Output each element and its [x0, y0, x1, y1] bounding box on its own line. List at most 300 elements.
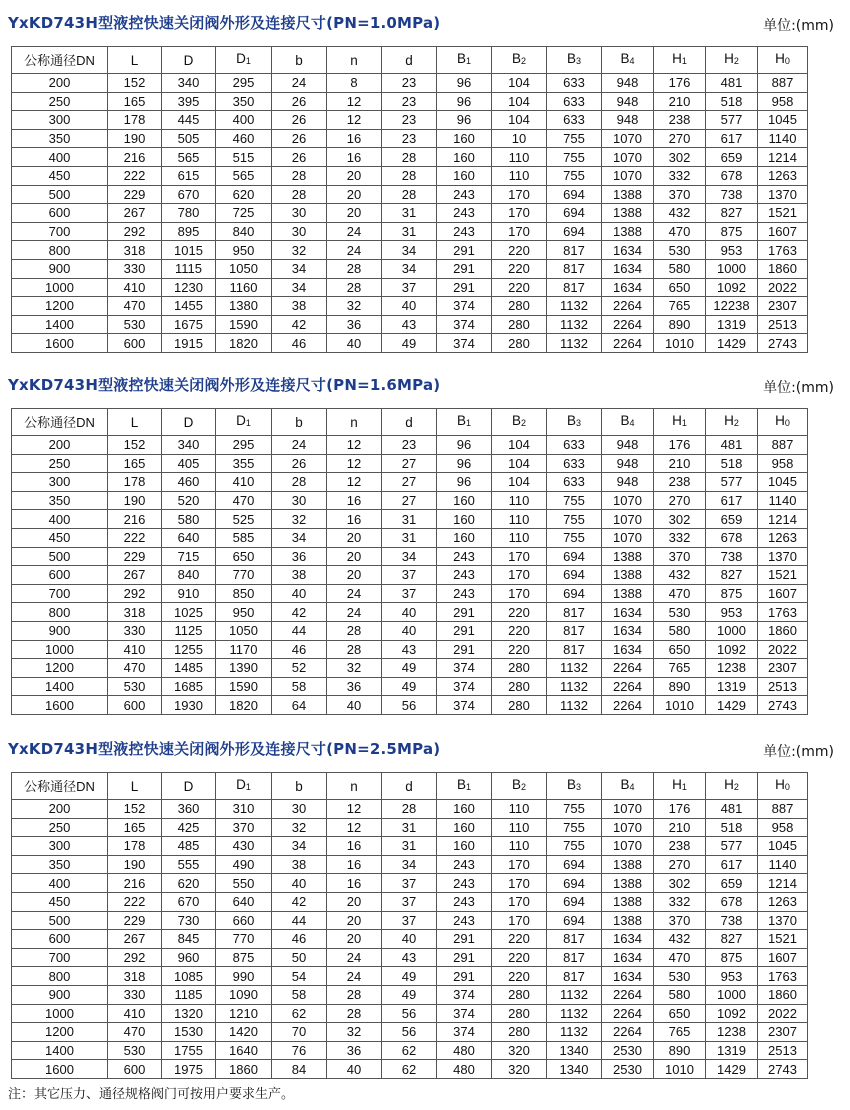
table-cell: 1634	[602, 603, 654, 622]
table-cell: 1860	[216, 1060, 272, 1079]
table-cell: 755	[547, 129, 602, 148]
table-cell: 360	[162, 800, 216, 819]
table-cell: 700	[12, 948, 108, 967]
table-cell: 800	[12, 241, 108, 260]
table-cell: 1320	[162, 1004, 216, 1023]
table-cell: 160	[437, 818, 492, 837]
table-cell: 310	[216, 800, 272, 819]
table-cell: 1319	[706, 1041, 758, 1060]
table-cell: 16	[327, 837, 382, 856]
table-cell: 49	[382, 967, 437, 986]
table-cell: 550	[216, 874, 272, 893]
table-cell: 600	[108, 696, 162, 715]
table-cell: 318	[108, 241, 162, 260]
table-cell: 1319	[706, 315, 758, 334]
table-cell: 1070	[602, 148, 654, 167]
table-cell: 10	[492, 129, 547, 148]
table-cell: 229	[108, 547, 162, 566]
table-cell: 58	[272, 677, 327, 696]
table-cell: 585	[216, 528, 272, 547]
dimension-table	[11, 408, 808, 715]
table-cell: 600	[108, 334, 162, 353]
table-cell: 31	[382, 204, 437, 223]
column-header: n	[327, 47, 382, 74]
table-cell: 1045	[758, 837, 808, 856]
table-cell: 20	[327, 166, 382, 185]
table-cell: 1010	[654, 696, 706, 715]
table-cell: 1263	[758, 528, 808, 547]
table-cell: 1132	[547, 659, 602, 678]
table-cell: 1132	[547, 297, 602, 316]
table-cell: 1132	[547, 677, 602, 696]
table-cell: 28	[382, 148, 437, 167]
table-cell: 2307	[758, 297, 808, 316]
table-cell: 1010	[654, 1060, 706, 1079]
table-cell: 220	[492, 621, 547, 640]
table-cell: 738	[706, 547, 758, 566]
table-row	[12, 1060, 808, 1079]
table-cell: 49	[382, 985, 437, 1004]
table-cell: 216	[108, 148, 162, 167]
column-header: $H_2$	[706, 773, 758, 800]
table-cell: 765	[654, 297, 706, 316]
table-cell: 28	[382, 185, 437, 204]
table-cell: 432	[654, 204, 706, 223]
table-cell: 34	[272, 528, 327, 547]
table-cell: 2264	[602, 297, 654, 316]
table-row	[12, 584, 808, 603]
table-cell: 320	[492, 1060, 547, 1079]
table-cell: 1388	[602, 204, 654, 223]
table-cell: 291	[437, 278, 492, 297]
table-row	[12, 1041, 808, 1060]
table-cell: 170	[492, 892, 547, 911]
table-cell: 400	[216, 111, 272, 130]
table-cell: 340	[162, 74, 216, 93]
table-cell: 678	[706, 528, 758, 547]
table-cell: 845	[162, 930, 216, 949]
table-cell: 30	[272, 222, 327, 241]
column-header: $H_1$	[654, 47, 706, 74]
table-cell: 1600	[12, 696, 108, 715]
column-header: $B_4$	[602, 773, 654, 800]
table-cell: 755	[547, 800, 602, 819]
table-cell: 1429	[706, 334, 758, 353]
table-cell: 12	[327, 818, 382, 837]
table-cell: 104	[492, 111, 547, 130]
dimension-table	[11, 46, 808, 353]
table-cell: 518	[706, 818, 758, 837]
table-cell: 170	[492, 874, 547, 893]
table-cell: 1000	[12, 1004, 108, 1023]
table-cell: 470	[216, 491, 272, 510]
table-cell: 160	[437, 510, 492, 529]
table-row	[12, 259, 808, 278]
column-header: $D_1$	[216, 409, 272, 436]
table-cell: 34	[382, 547, 437, 566]
table-cell: 56	[382, 1023, 437, 1042]
column-header: L	[108, 773, 162, 800]
column-header: $H_2$	[706, 47, 758, 74]
column-header: D	[162, 773, 216, 800]
table-cell: 1388	[602, 855, 654, 874]
table-cell: 220	[492, 241, 547, 260]
table-cell: 12	[327, 92, 382, 111]
table-cell: 1132	[547, 315, 602, 334]
table-cell: 1634	[602, 621, 654, 640]
table-cell: 243	[437, 874, 492, 893]
table-cell: 1590	[216, 677, 272, 696]
table-cell: 292	[108, 222, 162, 241]
table-cell: 530	[654, 967, 706, 986]
table-cell: 23	[382, 436, 437, 455]
table-cell: 1070	[602, 818, 654, 837]
table-cell: 1132	[547, 1004, 602, 1023]
table-row	[12, 334, 808, 353]
table-cell: 887	[758, 74, 808, 93]
table-cell: 238	[654, 473, 706, 492]
column-header: b	[272, 47, 327, 74]
table-cell: 350	[12, 855, 108, 874]
table-cell: 470	[108, 659, 162, 678]
table-cell: 694	[547, 874, 602, 893]
table-cell: 40	[327, 334, 382, 353]
table-cell: 580	[654, 259, 706, 278]
table-cell: 1485	[162, 659, 216, 678]
table-cell: 37	[382, 278, 437, 297]
table-cell: 222	[108, 166, 162, 185]
table-row	[12, 874, 808, 893]
table-cell: 958	[758, 92, 808, 111]
table-cell: 104	[492, 473, 547, 492]
table-cell: 30	[272, 800, 327, 819]
table-cell: 1263	[758, 892, 808, 911]
table-cell: 1214	[758, 148, 808, 167]
table-cell: 160	[437, 148, 492, 167]
table-cell: 42	[272, 892, 327, 911]
table-cell: 400	[12, 874, 108, 893]
column-header: $H_1$	[654, 409, 706, 436]
table-cell: 817	[547, 603, 602, 622]
table-row	[12, 800, 808, 819]
table-cell: 36	[272, 547, 327, 566]
table-cell: 370	[654, 911, 706, 930]
table-cell: 176	[654, 436, 706, 455]
table-cell: 1388	[602, 874, 654, 893]
table-cell: 32	[272, 510, 327, 529]
table-cell: 650	[654, 1004, 706, 1023]
table-row	[12, 837, 808, 856]
table-cell: 28	[327, 985, 382, 1004]
table-row	[12, 129, 808, 148]
table-cell: 40	[382, 603, 437, 622]
table-cell: 32	[327, 1023, 382, 1042]
table-cell: 220	[492, 930, 547, 949]
table-cell: 20	[327, 930, 382, 949]
table-cell: 525	[216, 510, 272, 529]
table-cell: 36	[327, 1041, 382, 1060]
table-cell: 755	[547, 528, 602, 547]
table-cell: 485	[162, 837, 216, 856]
table-cell: 250	[12, 818, 108, 837]
table-cell: 1634	[602, 640, 654, 659]
table-cell: 1521	[758, 566, 808, 585]
table-cell: 49	[382, 334, 437, 353]
table-cell: 37	[382, 566, 437, 585]
table-cell: 410	[108, 278, 162, 297]
table-cell: 1370	[758, 911, 808, 930]
table-row	[12, 930, 808, 949]
table-cell: 1090	[216, 985, 272, 1004]
table-row	[12, 436, 808, 455]
table-cell: 890	[654, 677, 706, 696]
table-cell: 291	[437, 640, 492, 659]
table-cell: 518	[706, 92, 758, 111]
table-cell: 670	[162, 185, 216, 204]
table-cell: 500	[12, 911, 108, 930]
table-cell: 1230	[162, 278, 216, 297]
column-header: $D_1$	[216, 773, 272, 800]
table-cell: 410	[216, 473, 272, 492]
table-cell: 530	[108, 315, 162, 334]
header-row	[12, 47, 808, 74]
table-cell: 222	[108, 892, 162, 911]
table-cell: 1388	[602, 892, 654, 911]
table-cell: 110	[492, 800, 547, 819]
table-cell: 1634	[602, 948, 654, 967]
table-cell: 1200	[12, 1023, 108, 1042]
column-header: L	[108, 409, 162, 436]
table-cell: 110	[492, 837, 547, 856]
column-header: b	[272, 409, 327, 436]
table-cell: 1238	[706, 1023, 758, 1042]
table-cell: 318	[108, 967, 162, 986]
table-cell: 432	[654, 930, 706, 949]
table-cell: 2264	[602, 1023, 654, 1042]
table-cell: 44	[272, 911, 327, 930]
table-cell: 23	[382, 111, 437, 130]
table-cell: 700	[12, 584, 108, 603]
table-cell: 953	[706, 603, 758, 622]
table-cell: 165	[108, 818, 162, 837]
table-cell: 577	[706, 837, 758, 856]
table-cell: 38	[272, 855, 327, 874]
table-cell: 243	[437, 222, 492, 241]
table-cell: 800	[12, 967, 108, 986]
table-cell: 555	[162, 855, 216, 874]
table-cell: 1521	[758, 930, 808, 949]
table-cell: 1115	[162, 259, 216, 278]
section-header	[0, 732, 850, 762]
table-row	[12, 148, 808, 167]
table-cell: 948	[602, 473, 654, 492]
table-cell: 755	[547, 166, 602, 185]
table-row	[12, 491, 808, 510]
table-cell: 238	[654, 111, 706, 130]
table-cell: 332	[654, 166, 706, 185]
table-cell: 110	[492, 818, 547, 837]
table-cell: 470	[108, 1023, 162, 1042]
table-cell: 291	[437, 621, 492, 640]
table-cell: 2530	[602, 1060, 654, 1079]
table-cell: 170	[492, 566, 547, 585]
table-cell: 694	[547, 204, 602, 223]
table-row	[12, 911, 808, 930]
table-cell: 110	[492, 491, 547, 510]
table-cell: 2307	[758, 659, 808, 678]
table-cell: 30	[272, 204, 327, 223]
table-cell: 178	[108, 837, 162, 856]
table-cell: 890	[654, 315, 706, 334]
table-cell: 430	[216, 837, 272, 856]
table-cell: 40	[327, 696, 382, 715]
table-row	[12, 967, 808, 986]
column-header: 公称通径DN	[12, 47, 108, 74]
table-cell: 56	[382, 1004, 437, 1023]
table-cell: 990	[216, 967, 272, 986]
table-cell: 165	[108, 92, 162, 111]
table-cell: 1140	[758, 129, 808, 148]
table-cell: 2022	[758, 1004, 808, 1023]
table-cell: 2264	[602, 659, 654, 678]
column-header: $H_1$	[654, 773, 706, 800]
column-header: n	[327, 773, 382, 800]
table-cell: 620	[216, 185, 272, 204]
table-cell: 267	[108, 204, 162, 223]
table-cell: 900	[12, 621, 108, 640]
table-cell: 800	[12, 603, 108, 622]
table-cell: 190	[108, 129, 162, 148]
table-cell: 165	[108, 454, 162, 473]
table-cell: 1132	[547, 1023, 602, 1042]
table-cell: 470	[654, 222, 706, 241]
table-cell: 36	[327, 677, 382, 696]
table-cell: 295	[216, 436, 272, 455]
table-cell: 953	[706, 967, 758, 986]
table-cell: 1185	[162, 985, 216, 1004]
table-cell: 948	[602, 436, 654, 455]
table-cell: 910	[162, 584, 216, 603]
column-header: $B_2$	[492, 47, 547, 74]
table-cell: 670	[162, 892, 216, 911]
table-cell: 160	[437, 166, 492, 185]
table-cell: 895	[162, 222, 216, 241]
table-cell: 104	[492, 92, 547, 111]
column-header: 公称通径DN	[12, 409, 108, 436]
table-cell: 887	[758, 436, 808, 455]
table-cell: 1820	[216, 334, 272, 353]
table-cell: 280	[492, 985, 547, 1004]
section-title: YxKD743H型液控快速关闭阀外形及连接尺寸(PN=2.5MPa)	[8, 740, 441, 758]
table-cell: 37	[382, 911, 437, 930]
column-header: $H_0$	[758, 47, 808, 74]
table-row	[12, 185, 808, 204]
table-cell: 374	[437, 696, 492, 715]
table-cell: 1755	[162, 1041, 216, 1060]
table-cell: 374	[437, 1004, 492, 1023]
table-cell: 40	[272, 584, 327, 603]
table-cell: 678	[706, 166, 758, 185]
table-cell: 291	[437, 930, 492, 949]
table-cell: 1070	[602, 491, 654, 510]
table-cell: 160	[437, 129, 492, 148]
table-cell: 490	[216, 855, 272, 874]
column-header: $B_4$	[602, 47, 654, 74]
table-cell: 1319	[706, 677, 758, 696]
table-cell: 659	[706, 874, 758, 893]
table-cell: 54	[272, 967, 327, 986]
table-cell: 410	[108, 1004, 162, 1023]
table-cell: 12	[327, 454, 382, 473]
footnote: 注：其它压力、通径规格阀门可按用户要求生产。	[8, 1087, 295, 1102]
column-header: D	[162, 409, 216, 436]
table-cell: 31	[382, 510, 437, 529]
unit-label: 单位:(mm)	[763, 744, 834, 760]
table-cell: 12	[327, 436, 382, 455]
table-cell: 450	[12, 528, 108, 547]
table-cell: 190	[108, 855, 162, 874]
table-cell: 332	[654, 528, 706, 547]
table-cell: 27	[382, 473, 437, 492]
table-cell: 34	[272, 837, 327, 856]
table-row	[12, 603, 808, 622]
table-cell: 694	[547, 566, 602, 585]
table-cell: 481	[706, 800, 758, 819]
table-cell: 16	[327, 510, 382, 529]
table-cell: 250	[12, 92, 108, 111]
table-cell: 640	[162, 528, 216, 547]
table-cell: 1010	[654, 334, 706, 353]
table-cell: 1429	[706, 696, 758, 715]
table-cell: 565	[162, 148, 216, 167]
table-cell: 20	[327, 528, 382, 547]
table-cell: 43	[382, 640, 437, 659]
table-cell: 40	[272, 874, 327, 893]
table-cell: 633	[547, 436, 602, 455]
table-row	[12, 696, 808, 715]
table-cell: 46	[272, 334, 327, 353]
table-cell: 817	[547, 241, 602, 260]
table-cell: 738	[706, 911, 758, 930]
table-cell: 30	[272, 491, 327, 510]
table-cell: 2022	[758, 640, 808, 659]
table-cell: 887	[758, 800, 808, 819]
table-cell: 1388	[602, 566, 654, 585]
table-cell: 481	[706, 74, 758, 93]
table-cell: 300	[12, 837, 108, 856]
table-cell: 1400	[12, 677, 108, 696]
table-cell: 104	[492, 454, 547, 473]
table-cell: 23	[382, 74, 437, 93]
table-cell: 243	[437, 892, 492, 911]
table-cell: 40	[327, 1060, 382, 1079]
table-cell: 633	[547, 74, 602, 93]
table-cell: 220	[492, 948, 547, 967]
table-row	[12, 204, 808, 223]
table-cell: 1015	[162, 241, 216, 260]
table-cell: 1050	[216, 259, 272, 278]
table-cell: 28	[327, 278, 382, 297]
table-cell: 2264	[602, 985, 654, 1004]
table-cell: 243	[437, 911, 492, 930]
table-cell: 20	[327, 204, 382, 223]
table-cell: 875	[706, 222, 758, 241]
table-cell: 220	[492, 967, 547, 986]
table-cell: 2530	[602, 1041, 654, 1060]
table-cell: 1860	[758, 985, 808, 1004]
table-row	[12, 510, 808, 529]
column-header: n	[327, 409, 382, 436]
